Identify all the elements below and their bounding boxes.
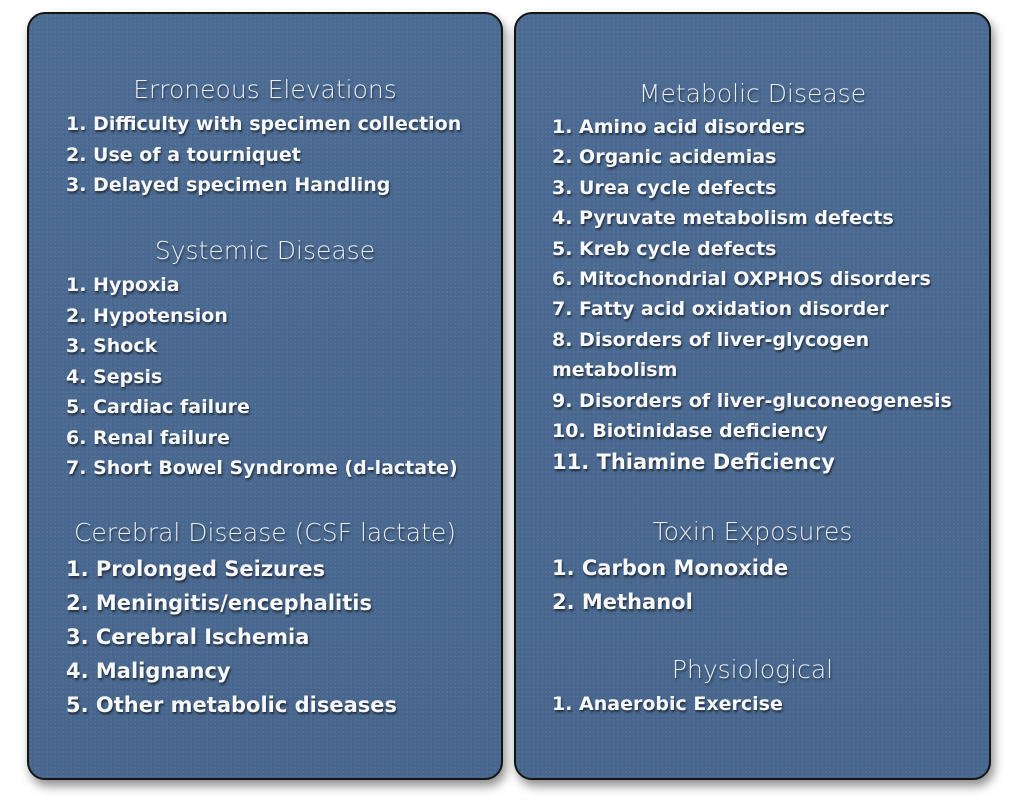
section-heading-cerebral-disease: Cerebral Disease (CSF lactate) bbox=[73, 518, 457, 547]
list-item: 6. Renal failure bbox=[66, 426, 230, 449]
list-item: 3. Cerebral Ischemia bbox=[66, 625, 310, 649]
physiological-list bbox=[552, 689, 783, 719]
list-item: 1. Hypoxia bbox=[66, 274, 180, 296]
list-item: 10. Biotinidase deficiency bbox=[552, 419, 828, 442]
list-item: 5. Cardiac failure bbox=[66, 396, 250, 418]
section-heading-systemic-disease: Systemic Disease bbox=[154, 236, 376, 265]
section-heading-physiological: Physiological bbox=[671, 655, 834, 684]
erroneous-elevations-list bbox=[66, 109, 461, 201]
list-item: 5. Other metabolic diseases bbox=[66, 693, 397, 717]
list-item: 2. Hypotension bbox=[66, 304, 228, 327]
list-item: 5. Kreb cycle defects bbox=[552, 237, 777, 260]
section-heading-toxin-exposures: Toxin Exposures bbox=[652, 517, 853, 546]
list-item: 1. Prolonged Seizures bbox=[66, 557, 326, 581]
list-item: 2. Organic acidemias bbox=[552, 146, 777, 169]
list-item: 2. Use of a tourniquet bbox=[66, 143, 301, 166]
cerebral-disease-list bbox=[66, 552, 397, 722]
list-item: 1. Amino acid disorders bbox=[552, 116, 806, 138]
list-item: 4. Sepsis bbox=[66, 365, 163, 388]
list-item: 1. Difficulty with specimen collection bbox=[66, 113, 462, 135]
section-heading-metabolic-disease: Metabolic Disease bbox=[638, 79, 867, 108]
list-item: 7. Short Bowel Syndrome (d-lactate) bbox=[66, 457, 458, 479]
list-item: 3. Urea cycle defects bbox=[552, 176, 777, 199]
list-item: 3. Delayed specimen Handling bbox=[66, 174, 391, 196]
systemic-disease-list bbox=[66, 270, 458, 484]
list-item: 4. Malignancy bbox=[66, 659, 231, 683]
metabolic-disease-list bbox=[552, 112, 952, 479]
list-item: 4. Pyruvate metabolism defects bbox=[552, 207, 894, 230]
list-item: 9. Disorders of liver-gluconeogenesis bbox=[552, 389, 952, 412]
right-panel bbox=[514, 12, 991, 780]
section-heading-erroneous-elevations: Erroneous Elevations bbox=[133, 75, 397, 104]
list-item: 1. Anaerobic Exercise bbox=[552, 693, 783, 715]
list-item: 11. Thiamine Deficiency bbox=[552, 450, 835, 475]
toxin-exposures-list bbox=[552, 551, 788, 619]
list-item: 8. Disorders of liver-glycogen metabolism bbox=[552, 328, 870, 382]
list-item: 6. Mitochondrial OXPHOS disorders bbox=[552, 267, 931, 290]
left-panel bbox=[27, 12, 503, 780]
list-item: 2. Meningitis/encephalitis bbox=[66, 591, 372, 615]
list-item: 3. Shock bbox=[66, 335, 158, 357]
list-item: 7. Fatty acid oxidation disorder bbox=[552, 298, 889, 321]
list-item: 1. Carbon Monoxide bbox=[552, 556, 789, 580]
list-item: 2. Methanol bbox=[552, 590, 693, 614]
